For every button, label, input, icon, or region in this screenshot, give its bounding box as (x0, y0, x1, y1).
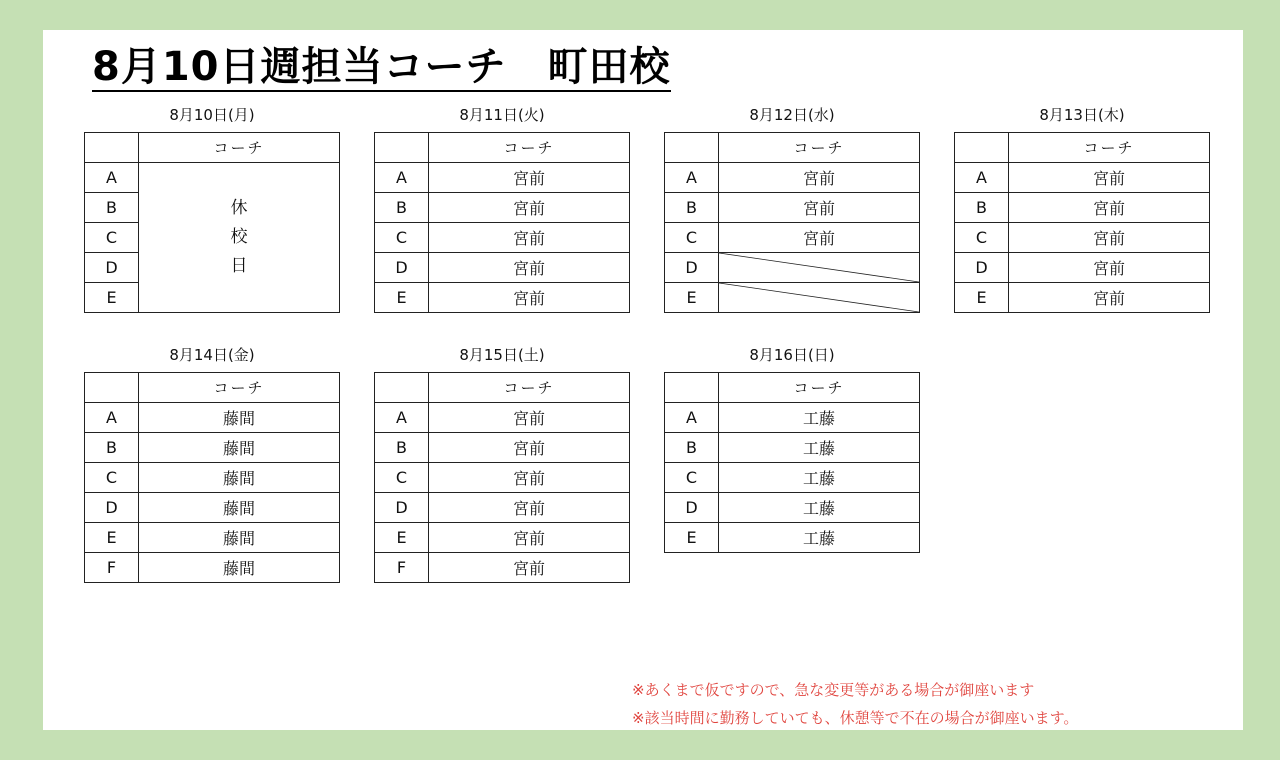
coach-cell: 藤間 (139, 463, 340, 493)
slot-label: D (955, 253, 1009, 283)
day-block-0813 (954, 104, 1210, 313)
schedule-table (664, 132, 920, 313)
slot-label: E (85, 283, 139, 313)
coach-cell: 宮前 (719, 163, 920, 193)
slot-label: F (85, 553, 139, 583)
note-line: ※あくまで仮ですので、急な変更等がある場合が御座います (632, 681, 1035, 699)
slot-label: B (665, 193, 719, 223)
slot-label: C (955, 223, 1009, 253)
slot-label: E (375, 283, 429, 313)
day-block-0815 (374, 344, 630, 583)
slot-label: E (85, 523, 139, 553)
coach-cell: 宮前 (429, 433, 630, 463)
day-block-0816 (664, 344, 920, 553)
slot-label: A (665, 403, 719, 433)
coach-cell: 宮前 (1009, 283, 1210, 313)
note-line: ※該当時間に勤務していても、休憩等で不在の場合が御座います。 (632, 709, 1079, 727)
day-label: 8月14日(金) (169, 346, 255, 364)
coach-cell: 宮前 (429, 463, 630, 493)
slot-label: D (665, 493, 719, 523)
coach-cell: 宮前 (429, 193, 630, 223)
coach-cell: 宮前 (1009, 253, 1210, 283)
slot-label: D (375, 493, 429, 523)
day-label: 8月12日(水) (749, 106, 835, 124)
slot-label: A (375, 403, 429, 433)
slot-label: C (85, 223, 139, 253)
coach-cell: 宮前 (1009, 193, 1210, 223)
coach-cell: 宮前 (719, 223, 920, 253)
coach-header: コーチ (139, 133, 340, 163)
slot-label: A (665, 163, 719, 193)
coach-cell: 宮前 (429, 283, 630, 313)
coach-header: コーチ (719, 373, 920, 403)
closed-text: 校 (230, 227, 248, 247)
slot-label: A (955, 163, 1009, 193)
struck-cell (719, 283, 920, 313)
disclaimer-notes (632, 676, 1078, 732)
day-label: 8月10日(月) (169, 106, 255, 124)
schedule-table (664, 372, 920, 553)
coach-cell: 藤間 (139, 553, 340, 583)
coach-cell: 宮前 (429, 523, 630, 553)
slot-label: A (375, 163, 429, 193)
slot-label: E (955, 283, 1009, 313)
coach-cell: 工藤 (719, 523, 920, 553)
slot-label: B (955, 193, 1009, 223)
coach-header: コーチ (139, 373, 340, 403)
slot-label: D (85, 493, 139, 523)
coach-cell: 藤間 (139, 433, 340, 463)
slot-label: E (665, 283, 719, 313)
coach-header: コーチ (429, 373, 630, 403)
schedule-table (374, 132, 630, 313)
schedule-table (84, 372, 340, 583)
day-block-0812 (664, 104, 920, 313)
slot-label: D (375, 253, 429, 283)
day-block-0814 (84, 344, 340, 583)
page-title: 8月10日週担当コーチ 町田校 (92, 44, 671, 90)
day-label: 8月11日(火) (459, 106, 545, 124)
schedule-table (374, 372, 630, 583)
schedule-table (954, 132, 1210, 313)
slot-label: C (375, 223, 429, 253)
coach-header: コーチ (429, 133, 630, 163)
struck-cell (719, 253, 920, 283)
day-label: 8月13日(木) (1039, 106, 1125, 124)
slot-label: D (665, 253, 719, 283)
slot-label: C (85, 463, 139, 493)
day-label: 8月16日(日) (749, 346, 835, 364)
slot-label: D (85, 253, 139, 283)
closed-text: 休 (230, 198, 248, 218)
coach-cell: 藤間 (139, 523, 340, 553)
coach-cell: 宮前 (1009, 223, 1210, 253)
diagonal-strike-line (719, 253, 919, 282)
slot-label: E (665, 523, 719, 553)
slot-label: B (665, 433, 719, 463)
slot-label: B (85, 193, 139, 223)
slot-label: E (375, 523, 429, 553)
slot-label: C (375, 463, 429, 493)
coach-cell: 工藤 (719, 403, 920, 433)
slot-label: B (375, 433, 429, 463)
coach-cell: 宮前 (429, 493, 630, 523)
coach-cell: 工藤 (719, 433, 920, 463)
coach-cell: 工藤 (719, 493, 920, 523)
coach-header: コーチ (719, 133, 920, 163)
slot-label: A (85, 163, 139, 193)
day-label: 8月15日(土) (459, 346, 545, 364)
coach-header: コーチ (1009, 133, 1210, 163)
slot-label: B (85, 433, 139, 463)
slot-label: F (375, 553, 429, 583)
coach-cell: 宮前 (429, 223, 630, 253)
diagonal-strike-line (719, 283, 919, 312)
slot-label: B (375, 193, 429, 223)
slot-label: A (85, 403, 139, 433)
coach-cell: 宮前 (429, 253, 630, 283)
coach-cell: 宮前 (1009, 163, 1210, 193)
coach-cell: 藤間 (139, 403, 340, 433)
coach-cell: 宮前 (429, 403, 630, 433)
slot-label: C (665, 463, 719, 493)
coach-cell: 宮前 (719, 193, 920, 223)
slot-label: C (665, 223, 719, 253)
coach-cell: 藤間 (139, 493, 340, 523)
coach-cell: 宮前 (429, 163, 630, 193)
schedule-table (84, 132, 340, 313)
closed-day-cell (139, 163, 340, 313)
day-block-0811 (374, 104, 630, 313)
coach-cell: 工藤 (719, 463, 920, 493)
day-block-0810 (84, 104, 340, 313)
coach-cell: 宮前 (429, 553, 630, 583)
closed-text: 日 (230, 256, 248, 276)
